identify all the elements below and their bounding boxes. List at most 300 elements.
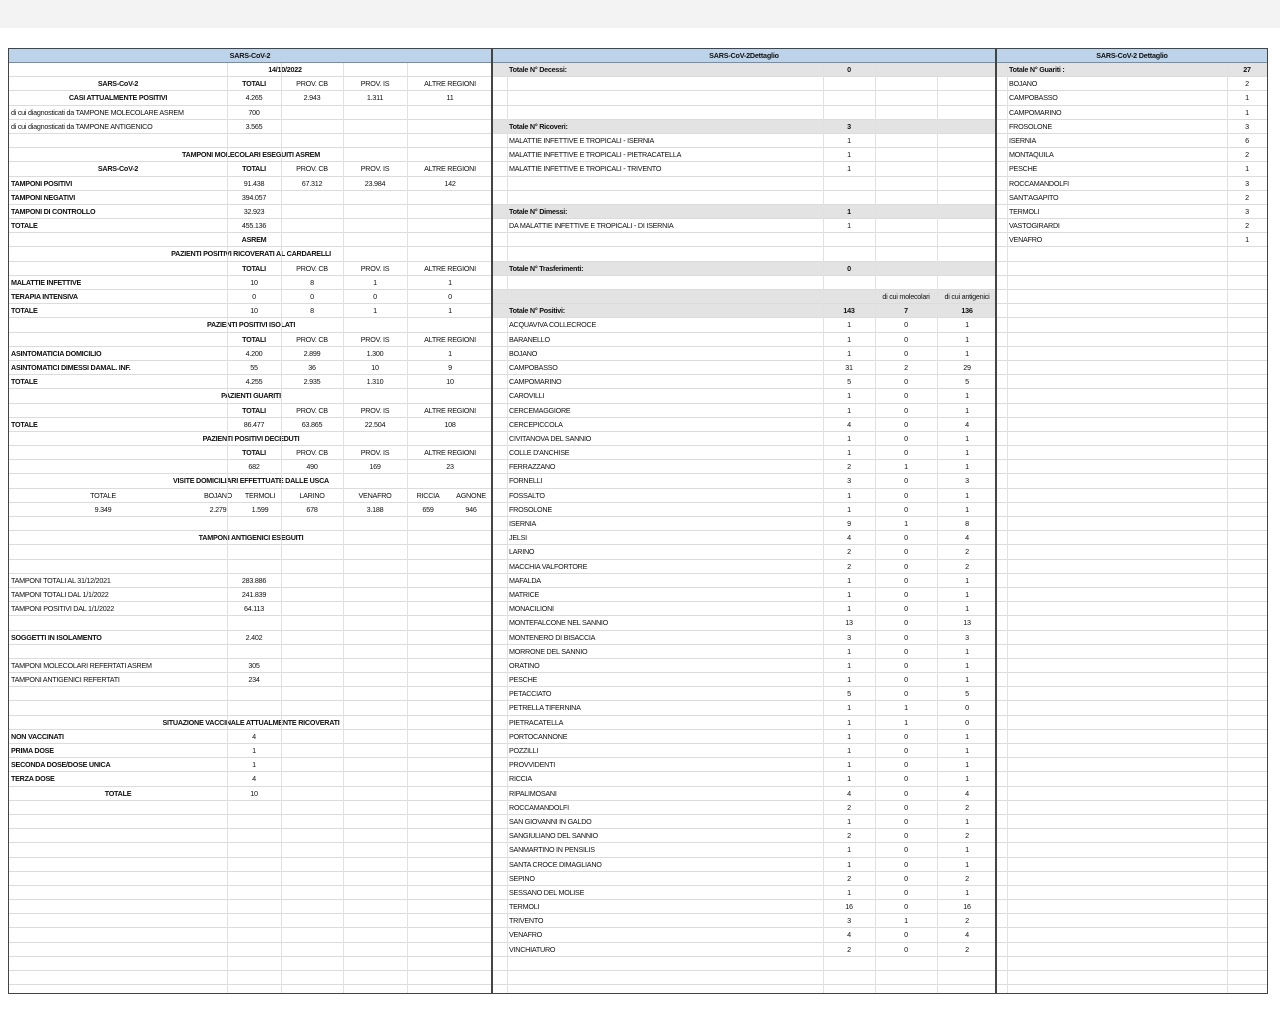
table-cell: PRIMA DOSE [11,746,54,755]
grid-line [937,63,938,993]
table-cell: 0 [904,476,908,486]
table-cell: 1 [373,306,377,316]
table-cell: 1 [847,575,851,585]
table-cell: 10 [250,277,258,287]
table-cell: 1 [1245,164,1249,174]
table-cell: 0 [904,788,908,798]
table-cell: 1 [904,916,908,926]
table-cell: PORTOCANNONE [509,731,568,741]
table-cell: PROV. IS [360,405,390,415]
table-cell: 1 [847,774,851,784]
table-row [9,91,491,105]
table-cell: 4 [252,774,256,784]
grid-line [1227,63,1228,993]
table-cell [9,63,13,76]
table-cell: LARINO [299,490,325,500]
table-cell: ALTRE REGIONI [424,448,476,458]
table-cell: PROVVIDENTI [509,760,555,770]
panel-left [9,49,493,993]
table-cell: SOGGETTI IN ISOLAMENTO [11,632,102,642]
table-cell: FROSOLONE [1009,121,1052,131]
table-row [493,162,995,176]
table-cell: 0 [904,831,908,841]
table-row [493,971,995,985]
table-cell: 3.188 [366,504,384,514]
table-cell: 22.504 [364,419,386,429]
grid-line [281,63,282,993]
table-row [9,404,491,418]
table-cell: 0 [904,448,908,458]
table-row [493,574,995,588]
table-row [493,872,995,886]
table-cell: PESCHE [509,675,538,685]
table-cell: 0 [904,816,908,826]
table-row [493,233,995,247]
table-cell: 2 [965,944,969,954]
table-cell: VASTOGIRARDI [1009,221,1060,231]
table-row [493,375,995,389]
table-row [9,701,491,715]
table-cell: 1 [847,731,851,741]
table-cell: 1 [847,164,851,174]
table-cell: VISITE DOMICILIARI EFFETTUATE DALLE USCA [173,476,329,486]
table-row [493,801,995,815]
table-row [9,318,491,332]
table-row [9,928,491,942]
table-cell: 136 [961,306,973,316]
table-cell: 1 [448,348,452,358]
table-cell: 1 [965,334,969,344]
table-cell: 1 [965,845,969,855]
table-row [9,304,491,318]
table-cell: 2 [904,362,908,372]
table-cell: 1.599 [251,504,269,514]
table-row [493,716,995,730]
table-cell: 2 [847,944,851,954]
table-row [9,389,491,403]
table-cell: 0 [904,944,908,954]
table-cell: 36 [308,362,316,372]
table-row [9,744,491,758]
table-cell: ROCCAMANDOLFI [509,802,569,812]
table-row [493,333,995,347]
table-cell: 63.865 [301,419,323,429]
table-cell: PROV. CB [296,334,328,344]
table-cell: 1 [965,405,969,415]
table-cell: TOTALE [11,377,38,387]
table-cell: di cui antigenici [944,292,990,301]
table-cell: 0 [904,533,908,543]
table-cell: 1.311 [366,93,384,103]
table-row [9,219,491,233]
table-cell: 10 [250,788,258,798]
table-cell: 6 [1245,135,1249,145]
table-cell: 10 [446,377,454,387]
table-row [493,446,995,460]
table-row [493,134,995,148]
table-cell: 27 [1243,65,1251,74]
table-cell: VINCHIATURO [509,944,556,954]
table-cell: RICCIA [416,490,440,500]
table-cell: ISERNIA [1009,135,1037,145]
table-cell: CERCEPICCOLA [509,419,563,429]
table-cell: 1 [847,135,851,145]
table-cell: TOTALE [11,221,38,231]
panel-title: SARS-CoV-2 Dettaglio [997,49,1267,63]
table-row [493,673,995,687]
table-cell: MONTENERO DI BISACCIA [509,632,596,642]
table-cell: 946 [465,504,477,514]
table-row [9,247,491,261]
table-cell: 3 [965,476,969,486]
table-cell: 13 [963,618,971,628]
table-row [493,545,995,559]
grid-line [875,63,876,993]
table-cell: FERRAZZANO [509,462,556,472]
table-cell: TOTALE [104,788,132,798]
table-cell: PIETRACATELLA [509,717,564,727]
table-cell: TOTALI [242,263,266,273]
table-row [9,162,491,176]
table-cell: 1 [847,816,851,826]
table-cell: 2 [965,831,969,841]
grid-line [507,63,508,993]
table-row [9,517,491,531]
table-cell: SAN GIOVANNI IN GALDO [509,816,592,826]
table-cell: 394.057 [241,192,267,202]
table-cell: TAMPONI TOTALI AL 31/12/2021 [11,575,111,585]
table-cell: TOTALI [242,334,266,344]
table-row [9,262,491,276]
table-row [493,928,995,942]
table-cell: TOTALE [11,306,38,316]
table-cell: 4 [965,419,969,429]
table-cell: 2 [847,561,851,571]
table-cell: 1 [965,746,969,755]
table-cell: 2.279 [209,504,227,514]
table-cell: 23 [446,462,454,472]
grid-line [343,63,344,993]
table-cell: 91.438 [243,178,265,188]
table-cell: 1 [847,604,851,614]
table-row [9,914,491,928]
table-cell: 1 [904,462,908,472]
table-cell: ORATINO [509,660,540,670]
table-cell: 169 [369,462,381,472]
table-cell: 2.943 [303,93,321,103]
table-row [493,205,995,219]
table-cell: 4.255 [245,377,263,387]
table-cell: 9 [448,362,452,372]
table-cell: 2 [847,802,851,812]
table-cell: 11 [446,93,454,103]
table-cell: MALATTIE INFETTIVE E TROPICALI - PIETRACATELLA [509,150,682,160]
table-cell: 1 [965,320,969,330]
table-row [493,645,995,659]
table-cell: TOTALE [90,490,116,500]
table-cell: 1 [904,717,908,727]
table-row [9,361,491,375]
table-cell: 283.886 [241,575,267,585]
table-cell: FORNELLI [509,476,543,486]
table-cell: 1 [965,462,969,472]
table-row [9,418,491,432]
table-cell: 31 [845,362,853,372]
table-cell: PROV. CB [296,164,328,174]
table-cell: SESSANO DEL MOLISE [509,887,585,897]
table-cell: CAMPOBASSO [509,362,558,372]
table-cell: 1 [965,816,969,826]
table-cell: 234 [248,675,260,685]
table-cell: MALATTIE INFETTIVE E TROPICALI - ISERNIA [509,135,655,145]
table-cell: 13 [845,618,853,628]
table-cell: TOTALE [11,419,38,429]
table-row [9,333,491,347]
table-cell: SEPINO [509,873,535,883]
table-cell: 0 [965,717,969,727]
table-cell: RIPALIMOSANI [509,788,557,798]
table-cell: 1 [965,675,969,685]
table-row [493,687,995,701]
table-cell: PAZIENTI POSITIVI RICOVERATI AL CARDARELLI [171,249,331,259]
table-cell: 490 [306,462,318,472]
table-cell: 29 [963,362,971,372]
table-cell: 305 [248,660,260,670]
table-row [9,616,491,630]
table-cell: 10 [371,362,379,372]
table-cell: 0 [904,689,908,699]
table-cell: 1 [965,391,969,401]
table-cell: 1 [847,746,851,755]
table-cell: 0 [904,547,908,557]
table-cell: VENAFRO [1009,235,1042,245]
table-cell: PROV. CB [296,263,328,273]
table-cell: 2 [847,831,851,841]
table-cell: FOSSALTO [509,490,545,500]
table-row [9,474,491,488]
table-cell: PROV. IS [360,334,390,344]
table-row [9,276,491,290]
panel-middle [493,49,997,993]
table-cell: 1 [965,575,969,585]
table-cell: 1 [847,320,851,330]
table-cell: 0 [904,348,908,358]
table-cell: BOJANO [1009,79,1038,89]
table-row [9,191,491,205]
table-cell: 1 [847,660,851,670]
table-cell: 143 [843,306,855,316]
table-cell: 0 [904,320,908,330]
table-cell: 1 [965,490,969,500]
table-cell: 0 [904,802,908,812]
table-cell: MORRONE DEL SANNIO [509,646,588,656]
table-cell: ACQUAVIVA COLLECROCE [509,320,596,330]
table-cell: SARS-CoV-2 [97,164,139,174]
table-cell: TOTALI [242,448,266,458]
table-cell: 0 [310,292,314,301]
table-cell: CAMPOMARINO [509,377,562,387]
table-row [493,858,995,872]
table-cell: TAMPONI ANTIGENICI REFERTATI [11,675,120,685]
table-cell: TAMPONI MOLECOLARI REFERTATI ASREM [11,660,152,670]
table-cell: 2 [965,561,969,571]
table-cell: BOJANO [509,348,538,358]
table-cell: 4 [965,930,969,940]
table-row [493,588,995,602]
table-cell: MONACILIONI [509,604,554,614]
table-cell: 1 [965,660,969,670]
table-cell: 4 [847,788,851,798]
table-cell: 0 [904,575,908,585]
table-cell: 3 [965,632,969,642]
table-cell: Totale N° Trasferimenti: [509,263,584,273]
table-cell: 700 [248,107,260,117]
table-row [9,843,491,857]
grid-line [823,63,824,993]
table-cell: 1 [904,703,908,713]
table-cell: PROV. CB [296,405,328,415]
table-cell: PESCHE [1009,164,1038,174]
table-cell: 0 [904,646,908,656]
table-cell: PAZIENTI GUARITI [221,391,281,401]
table-cell: PROV. IS [360,263,390,273]
table-row [493,616,995,630]
table-cell: TAMPONI TOTALI DAL 1/1/2022 [11,589,109,599]
table-cell: 14/10/2022 [268,65,302,74]
table-row [9,574,491,588]
table-cell: 16 [845,902,853,912]
table-cell: 0 [904,334,908,344]
table-cell: 1 [847,348,851,358]
table-cell: 1.310 [366,377,384,387]
table-cell: TERZA DOSE [11,774,55,784]
table-cell: 32.923 [243,206,265,216]
table-row [493,120,995,134]
table-cell: Totale N° Ricoveri: [509,121,568,131]
table-cell: 64.113 [244,604,264,614]
table-row [493,361,995,375]
table-row [9,432,491,446]
table-cell: 2.402 [245,632,263,642]
table-cell: 1 [847,717,851,727]
table-row [493,843,995,857]
table-row [493,304,995,318]
table-cell: TOTALI [242,164,266,174]
table-row [493,517,995,531]
table-cell: 0 [904,675,908,685]
table-cell: 1 [965,504,969,514]
table-cell: FROSOLONE [509,504,552,514]
table-cell: 455.136 [241,221,267,231]
table-cell: ALTRE REGIONI [424,79,476,89]
table-row [9,290,491,304]
table-cell: SANGIULIANO DEL SANNIO [509,831,598,841]
table-cell: PROV. IS [360,79,390,89]
table-cell: 5 [847,689,851,699]
table-cell: 1 [965,448,969,458]
table-cell: TERMOLI [244,490,276,500]
table-cell: 23.984 [364,178,386,188]
table-cell: 2.899 [303,348,321,358]
table-row [493,177,995,191]
table-row [493,191,995,205]
table-row [493,659,995,673]
table-cell: 1 [965,604,969,614]
table-row [493,77,995,91]
table-cell: 2 [847,547,851,557]
table-cell: Totale N° Decessi: [509,65,567,74]
table-row [9,872,491,886]
table-cell: 4.265 [245,93,263,103]
table-cell: 2 [847,462,851,472]
table-cell: 1 [1245,235,1249,245]
table-row [493,474,995,488]
table-cell: 3 [847,916,851,926]
table-cell: TRIVENTO [509,916,544,926]
table-cell: 0 [904,746,908,755]
table-cell: 3 [847,476,851,486]
table-cell: 2 [965,873,969,883]
table-row [493,531,995,545]
panel-title: SARS-CoV-2 [9,49,491,63]
table-cell: 1 [373,277,377,287]
table-cell: 1 [847,150,851,160]
table-row [493,503,995,517]
table-row [9,758,491,772]
table-cell: 1 [847,405,851,415]
viewer-top-bar [0,0,1280,28]
table-row [9,148,491,162]
table-cell: PROV. CB [296,79,328,89]
table-row [493,744,995,758]
table-cell: 16 [963,902,971,912]
grid-line [407,63,408,993]
table-cell: 1 [965,589,969,599]
table-cell: SANT'AGAPITO [1009,192,1059,202]
grid-line [1007,63,1008,993]
table-row [9,900,491,914]
table-cell: 1 [847,675,851,685]
table-cell: NON VACCINATI [11,731,64,741]
table-cell: 0 [904,561,908,571]
table-cell: TERMOLI [1009,206,1040,216]
table-cell: 3 [847,121,851,131]
table-row [9,815,491,829]
table-cell: 1 [847,448,851,458]
table-cell: 0 [904,774,908,784]
rows [493,63,995,985]
table-cell: 4 [965,788,969,798]
table-cell: 3 [1245,206,1249,216]
table-row [493,900,995,914]
table-cell: CAMPOBASSO [1009,93,1058,103]
table-cell: 4 [847,419,851,429]
table-cell: 108 [444,419,456,429]
table-cell: PAZIENTI POSITIVI DECEDUTI [202,433,300,443]
table-cell: CAROVILLI [509,391,545,401]
table-cell: CERCEMAGGIORE [509,405,571,415]
table-cell: 0 [904,405,908,415]
table-cell: 9 [847,519,851,528]
table-row [493,106,995,120]
table-row [493,262,995,276]
table-cell: 1 [965,731,969,741]
table-cell: 0 [904,859,908,869]
table-row [9,134,491,148]
table-row [9,829,491,843]
table-cell: 678 [306,504,318,514]
table-cell: RICCIA [509,774,532,784]
